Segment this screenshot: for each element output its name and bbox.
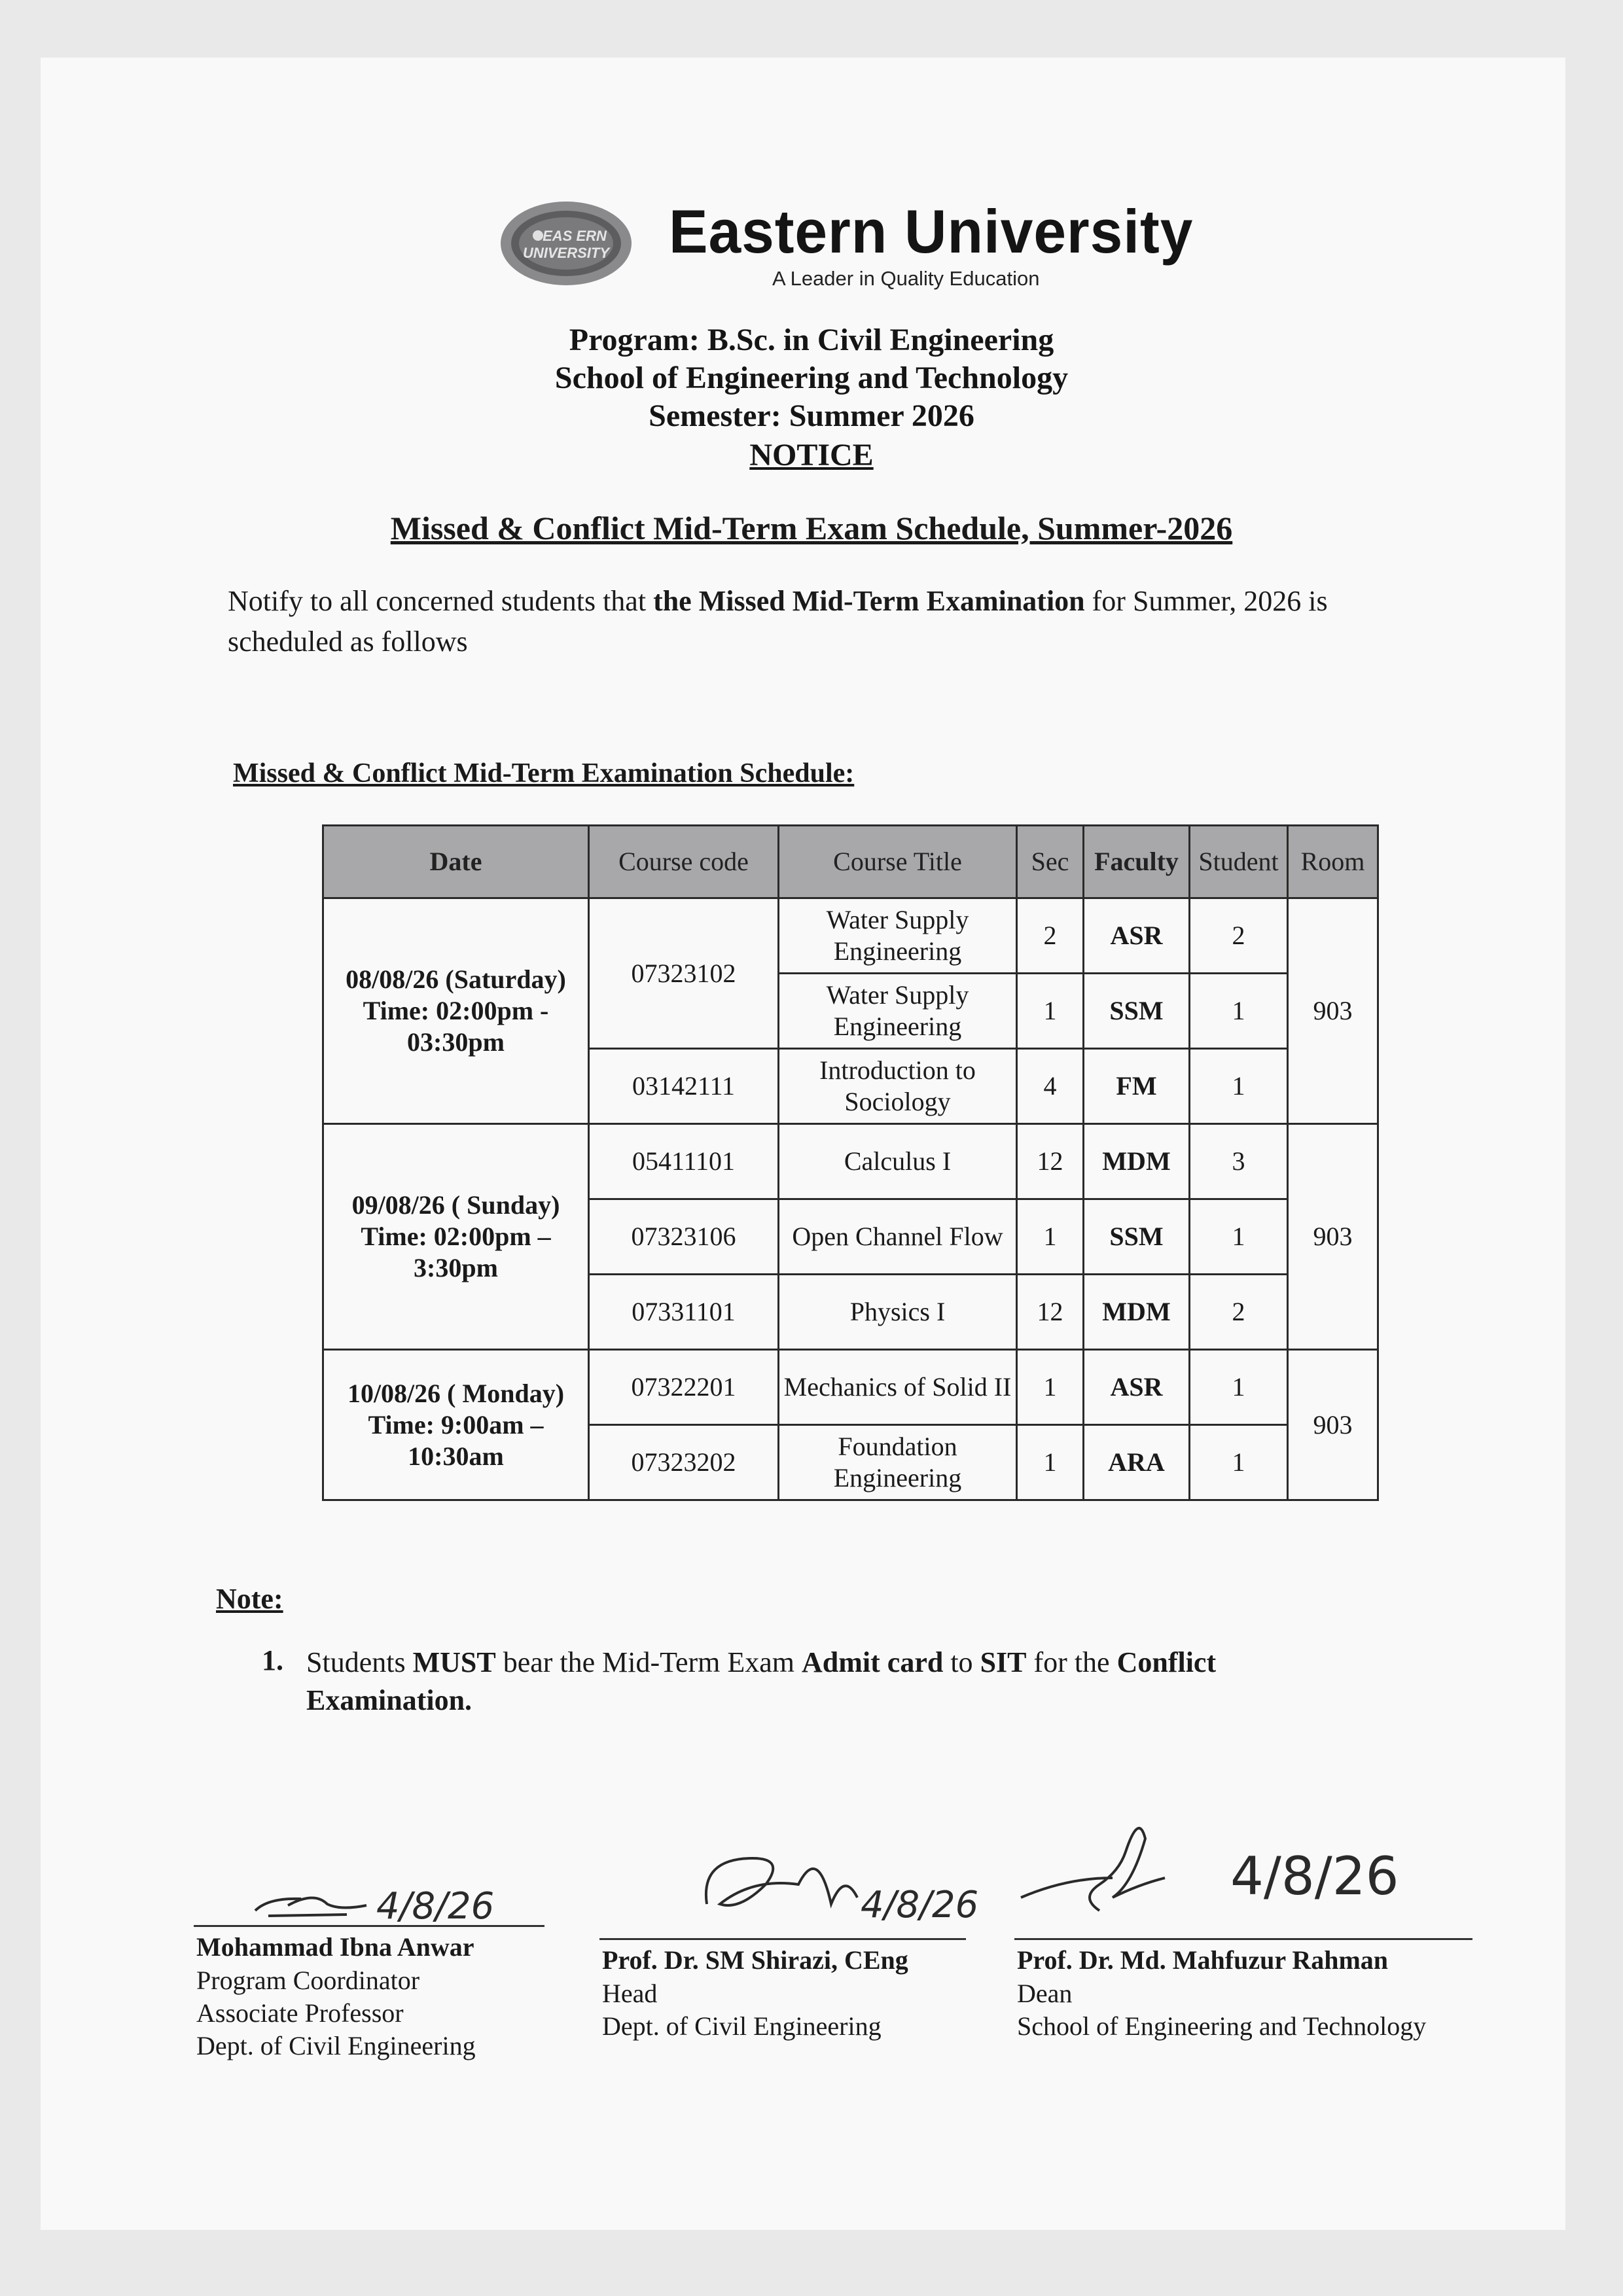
faculty-cell: ARA <box>1084 1425 1190 1500</box>
date-cell <box>323 1350 589 1500</box>
table-header-row <box>323 826 1378 898</box>
signature-date: 4/8/26 <box>376 1885 495 1928</box>
faculty-cell: ASR <box>1084 898 1190 974</box>
table-row <box>323 1350 1378 1425</box>
time-text: Time: 02:00pm - 03:30pm <box>363 996 549 1057</box>
note-fragment: Students <box>306 1646 413 1678</box>
signatory-name: Mohammad Ibna Anwar <box>196 1932 474 1962</box>
sec-cell: 2 <box>1017 898 1084 974</box>
intro-text: Notify to all concerned students that <box>228 585 654 617</box>
intro-paragraph <box>228 581 1393 662</box>
course-title-cell: Foundation Engineering <box>779 1425 1017 1500</box>
room-cell: 903 <box>1288 1124 1378 1350</box>
signature-line <box>194 1925 544 1927</box>
table-row <box>323 1124 1378 1199</box>
university-seal-logo <box>497 198 635 289</box>
signatory-role: School of Engineering and Technology <box>1017 2011 1427 2041</box>
sec-cell: 12 <box>1017 1275 1084 1350</box>
note-fragment: bear the Mid-Term Exam <box>495 1646 802 1678</box>
note-number: 1. <box>262 1644 283 1676</box>
schedule-title: Missed & Conflict Mid-Term Exam Schedule, Summer-2026 <box>390 510 1233 546</box>
table-title: Missed & Conflict Mid-Term Examination Schedule: <box>233 758 855 788</box>
note-fragment: to <box>943 1646 980 1678</box>
date-cell <box>323 1124 589 1350</box>
intro-bold-text: the Missed Mid-Term Examination <box>653 585 1085 617</box>
student-cell: 2 <box>1190 898 1288 974</box>
svg-text:UNIVERSITY: UNIVERSITY <box>522 245 610 261</box>
signatory-name: Prof. Dr. Md. Mahfuzur Rahman <box>1017 1945 1389 1975</box>
header-sec: Sec <box>1017 826 1084 898</box>
course-code-cell: 07322201 <box>589 1350 779 1425</box>
signature-date: 4/8/26 <box>861 1884 979 1926</box>
student-cell: 2 <box>1190 1275 1288 1350</box>
header-date: Date <box>323 826 589 898</box>
course-code-cell: 05411101 <box>589 1124 779 1199</box>
room-cell: 903 <box>1288 1350 1378 1500</box>
handwritten-signature <box>694 1832 1001 1937</box>
student-cell: 3 <box>1190 1124 1288 1199</box>
student-cell: 1 <box>1190 974 1288 1049</box>
course-title-cell: Mechanics of Solid II <box>779 1350 1017 1425</box>
exam-schedule-table <box>322 824 1379 1501</box>
note-fragment: for the <box>1026 1646 1117 1678</box>
course-code-cell: 07323102 <box>589 898 779 1049</box>
sec-cell: 12 <box>1017 1124 1084 1199</box>
program-line: Program: B.Sc. in Civil Engineering <box>569 323 1054 357</box>
note-bold: Admit card <box>802 1646 944 1678</box>
student-cell: 1 <box>1190 1350 1288 1425</box>
table-row <box>323 898 1378 974</box>
course-title-cell: Introduction to Sociology <box>779 1049 1017 1124</box>
handwritten-signature <box>1014 1799 1472 1930</box>
room-cell: 903 <box>1288 898 1378 1124</box>
student-cell: 1 <box>1190 1049 1288 1124</box>
school-line: School of Engineering and Technology <box>554 361 1069 395</box>
signatory-name: Prof. Dr. SM Shirazi, CEng <box>602 1945 908 1975</box>
sec-cell: 1 <box>1017 1350 1084 1425</box>
faculty-cell: FM <box>1084 1049 1190 1124</box>
signature-line <box>1014 1938 1472 1940</box>
signature-line <box>599 1938 966 1940</box>
note-text <box>306 1644 1353 1720</box>
signatory-role: Dept. of Civil Engineering <box>602 2011 882 2041</box>
course-code-cell: 03142111 <box>589 1049 779 1124</box>
note-label: Note: <box>216 1583 283 1615</box>
header-student: Student <box>1190 826 1288 898</box>
note-bold: SIT <box>980 1646 1027 1678</box>
course-title-cell: Physics I <box>779 1275 1017 1350</box>
faculty-cell: MDM <box>1084 1275 1190 1350</box>
header-course-code: Course code <box>589 826 779 898</box>
date-text: 08/08/26 (Saturday) <box>346 964 566 994</box>
date-text: 09/08/26 ( Sunday) <box>351 1190 560 1220</box>
notice-heading: NOTICE <box>749 438 874 472</box>
svg-text:EAS ERN: EAS ERN <box>543 228 607 244</box>
course-code-cell: 07323202 <box>589 1425 779 1500</box>
signatory-role: Head <box>602 1979 658 2008</box>
faculty-cell: MDM <box>1084 1124 1190 1199</box>
signatory-role: Associate Professor <box>196 1998 404 2028</box>
student-cell: 1 <box>1190 1425 1288 1500</box>
signatory-role: Dept. of Civil Engineering <box>196 2031 476 2060</box>
faculty-cell: ASR <box>1084 1350 1190 1425</box>
course-title-cell: Calculus I <box>779 1124 1017 1199</box>
course-title-cell: Water Supply Engineering <box>779 898 1017 974</box>
note-bold: Conflict Examination. <box>306 1646 1217 1716</box>
course-title-cell: Open Channel Flow <box>779 1199 1017 1275</box>
header-room: Room <box>1288 826 1378 898</box>
signatory-role: Dean <box>1017 1979 1073 2008</box>
time-text: Time: 9:00am – 10:30am <box>368 1409 544 1471</box>
header-faculty: Faculty <box>1084 826 1190 898</box>
note-bold: MUST <box>412 1646 496 1678</box>
sec-cell: 1 <box>1017 974 1084 1049</box>
course-title-cell: Water Supply Engineering <box>779 974 1017 1049</box>
header-course-title: Course Title <box>779 826 1017 898</box>
sec-cell: 1 <box>1017 1199 1084 1275</box>
signatory-role: Program Coordinator <box>196 1966 420 1995</box>
course-code-cell: 07323106 <box>589 1199 779 1275</box>
sec-cell: 4 <box>1017 1049 1084 1124</box>
handwritten-signature <box>242 1858 556 1930</box>
semester-line: Semester: Summer 2026 <box>649 398 974 433</box>
faculty-cell: SSM <box>1084 974 1190 1049</box>
university-tagline: A Leader in Quality Education <box>772 267 1040 290</box>
date-cell <box>323 898 589 1124</box>
university-name: Eastern University <box>669 197 1194 266</box>
sec-cell: 1 <box>1017 1425 1084 1500</box>
student-cell: 1 <box>1190 1199 1288 1275</box>
course-code-cell: 07331101 <box>589 1275 779 1350</box>
date-text: 10/08/26 ( Monday) <box>347 1378 565 1408</box>
faculty-cell: SSM <box>1084 1199 1190 1275</box>
time-text: Time: 02:00pm – 3:30pm <box>361 1222 551 1282</box>
signature-date: 4/8/26 <box>1230 1846 1399 1907</box>
intro-text-end: for Summer, 2026 is scheduled as follows <box>228 585 1328 658</box>
